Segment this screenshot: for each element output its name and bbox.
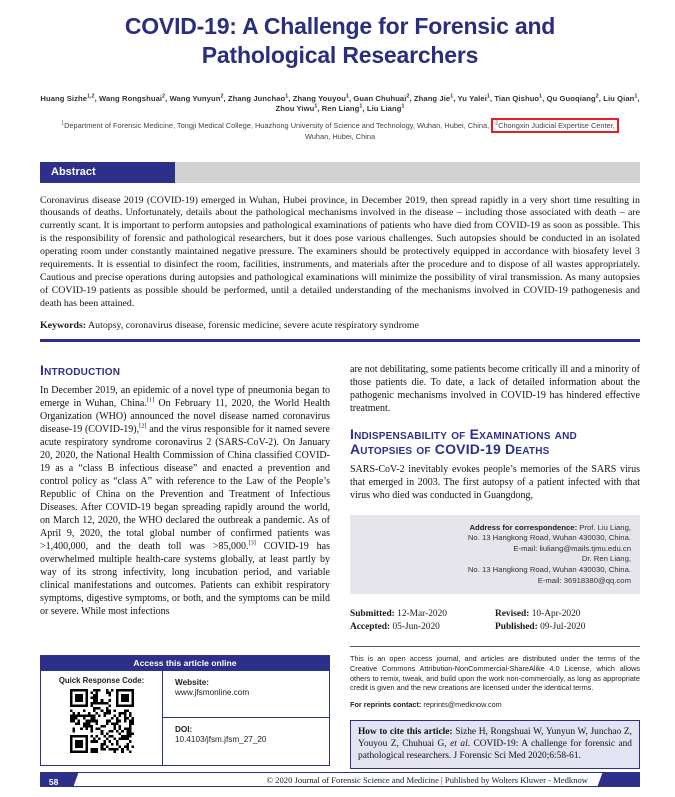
correspondence-line: Dr. Ren Liang, xyxy=(581,554,631,564)
reprints-label: For reprints contact: xyxy=(350,700,422,710)
continued-paragraph: are not debilitating, some patients become critically ill and a minority of those patients die. To date, a lack of detailed information about the pathogenic mechanisms involved in COVID-19 has hindered effective treatment. xyxy=(350,363,640,414)
author-affiliation-superscript: 1 xyxy=(539,92,543,99)
reference-citation: [3] xyxy=(248,539,256,547)
access-box-header: Access this article online xyxy=(41,656,329,671)
date-item: Submitted: 12-Mar-2020 xyxy=(350,609,447,620)
footer-band xyxy=(70,772,640,787)
reprints-email: reprints@medknow.com xyxy=(421,700,502,710)
abstract-header-label: Abstract xyxy=(40,162,175,183)
author-name: Zhou Yiwu$^1$, xyxy=(275,102,322,113)
doi-label: DOI: xyxy=(175,725,193,735)
website-url: www.jfsmonline.com xyxy=(175,687,250,697)
affiliation-1-text: Department of Forensic Medicine, Tongji Medical College, Huazhong University of Science and Technology, Wuhan, Hubei, China, xyxy=(64,120,490,130)
qr-code-icon xyxy=(70,689,134,753)
author-affiliation-superscript: 1,2 xyxy=(87,92,95,99)
footer-end-ribbon xyxy=(597,772,640,787)
doi-row xyxy=(163,718,329,765)
author-affiliation-superscript: 2 xyxy=(220,92,224,99)
open-access-license-text: This is an open access journal, and articles are distributed under the terms of the Creative Commons Attribution-NonCommercial-ShareAlike 4.0 License, which allows others to remix, tweak, and build upon the work non-commercially, as long as appropriate credit is given and the new creations are licensed under the identical terms. xyxy=(350,646,640,693)
how-to-cite-box: How to cite this article: Sizhe H, Rongshuai W, Yunyun W, Junchao Z, Youyou Z, Chuhuai G, et al. COVID-19: A challenge for forensic and pathological researchers. J Forensic Sci Med 2020;6:58-61. xyxy=(350,720,640,769)
abstract-text: Coronavirus disease 2019 (COVID-19) emerged in Wuhan, Hubei province, in December 2019, then spread rapidly in a very short time resulting in thousands of deaths. Unfortunately, details about the pathological mechanisms involved in the disease – including those associated with death – are currently scant. It is important to perform autopsies and pathological examinations of patients who have died from COVID-19 as soon as possible. This is the responsibility of forensic and pathological researchers, but it does pose various challenges. Such autopsies should be conducted in an isolated operating room under constantly maintained negative pressure. The examiners should be protectively equipped in accordance with biosafety level 3 requirements. It is essential to disinfect the room, facilities, instruments, and materials after the procedure and to dispose of all wastes appropriately. Cautious and precise operations during autopsies and pathological examinations will minimize the possibility of viral transmission. As many autopsies of COVID-19 patients as possible should be performed, until a detailed understanding of the mechanisms involved in COVID-19 pathogenesis and death has been attained. xyxy=(40,194,640,309)
date-item: Accepted: 05-Jun-2020 xyxy=(350,622,440,633)
author-affiliation-superscript: 1 xyxy=(486,92,490,99)
article-dates xyxy=(350,608,640,634)
author-name: Wang Rongshuai$^2$, xyxy=(99,92,170,103)
keywords xyxy=(40,320,640,331)
author-affiliation-superscript: 1 xyxy=(314,102,318,109)
author-affiliation-superscript: 2 xyxy=(595,92,599,99)
qr-code-label: Quick Response Code: xyxy=(58,675,145,685)
date-item: Revised: 10-Apr-2020 xyxy=(495,609,581,620)
author-name: Zhang Youyou$^1$, xyxy=(292,92,354,103)
author-name: Wang Yunyun$^2$, xyxy=(169,92,228,103)
reference-citation: [2] xyxy=(139,422,147,430)
correspondence-box xyxy=(350,515,640,595)
correspondence-name: Prof. Liu Liang, xyxy=(577,522,631,532)
author-name: Liu Qian$^1$, xyxy=(603,92,640,103)
date-item: Published: 09-Jul-2020 xyxy=(495,622,586,633)
author-name: Huang Sizhe$^{1,2}$, xyxy=(40,92,99,103)
page-number-block xyxy=(40,772,79,787)
website-label: Website: xyxy=(175,677,209,687)
website-row xyxy=(163,671,329,719)
author-name: Guan Chuhuai$^2$, xyxy=(353,92,414,103)
footer-copyright: © 2020 Journal of Forensic Science and Medicine | Published by Wolters Kluwer - Medknow xyxy=(266,775,588,785)
author-name: Zhang Jie$^1$, xyxy=(413,92,458,103)
author-affiliation-superscript: 1 xyxy=(634,92,638,99)
author-name: Tian Qishuo$^1$, xyxy=(494,92,547,103)
author-name: Yu Yalei$^1$, xyxy=(457,92,495,103)
author-affiliation-superscript: 2 xyxy=(406,92,410,99)
correspondence-label: Address for correspondence: xyxy=(469,522,578,532)
keywords-label: Keywords: xyxy=(40,319,87,331)
affiliation-2-superscript: 2 xyxy=(495,120,499,127)
article-title: COVID-19: A Challenge for Forensic and Pathological Researchers xyxy=(124,13,556,68)
authors-line-1 xyxy=(40,94,640,104)
indispensability-paragraph: SARS-CoV-2 inevitably evokes people’s memories of the SARS virus that emerged in 2003. The first autopsy of a patient infected with that virus who died was conducted in Guangdong, xyxy=(350,463,640,501)
page-number: 58 xyxy=(49,777,59,787)
correspondence-line: No. 13 Hangkong Road, Wuhan 430030, China. xyxy=(467,533,631,543)
author-affiliation-superscript: 1 xyxy=(401,102,405,109)
correspondence-line: E-mail: liuliang@mails.tjmu.edu.cn xyxy=(513,543,631,553)
qr-code xyxy=(45,689,158,758)
correspondence-line: E-mail: 36918380@qq.com xyxy=(537,575,631,585)
left-column xyxy=(40,363,330,766)
two-column-body xyxy=(40,363,640,766)
cite-label: How to cite this article: xyxy=(358,727,453,738)
affiliation-1-superscript: 1 xyxy=(61,120,65,127)
author-affiliation-superscript: 2 xyxy=(162,92,166,99)
section-divider-rule xyxy=(40,339,640,342)
correspondence-lines xyxy=(359,533,631,586)
right-column xyxy=(350,363,640,766)
red-annotation-box xyxy=(491,118,619,133)
page-footer xyxy=(40,772,640,787)
author-name: Liu Liang$^1$ xyxy=(366,102,405,113)
author-affiliation-superscript: 1 xyxy=(285,92,289,99)
author-name: Zhang Junchao$^1$, xyxy=(227,92,293,103)
qr-code-cell xyxy=(41,671,163,765)
affiliation-2-text: Chongxin Judicial Expertise Center, xyxy=(498,120,615,130)
author-name: Ren Liang$^1$, xyxy=(321,102,367,113)
reference-citation: [1] xyxy=(146,396,155,404)
author-name: Qu Guoqiang$^2$, xyxy=(546,92,604,103)
introduction-heading: Introduction xyxy=(40,361,121,378)
abstract-header-bar xyxy=(40,162,640,183)
introduction-paragraph: In December 2019, an epidemic of a novel type of pneumonia began to emerge in Wuhan, China.[1] On February 11, 2020, the World Health Organization (WHO) announced the novel disease named coronavirus disease-19 (COVID-19),[2] and the virus responsible for it named severe acute respiratory syndrome coronavirus 2 (SARS-CoV-2). On January 20, 2020, the National Health Commission of China classified COVID-19 as a “class B infectious disease” and enacted a prevention and control policy as “class A” with reference to the Law of the People’s Republic of China on the Prevention and Treatment of Infectious Diseases. After COVID-19 began spreading rapidly around the world, on March 12, 2020, the WHO declared the outbreak a pandemic. As of April 9, 2020, the total global number of confirmed patients was >1,400,000, and the death toll was >85,000.[3] COVID-19 has overwhelmed multiple health-care systems globally, at least partly by way of its strong infectivity, long incubation period, and variable clinical manifestations and outcomes. Patients can exhibit respiratory symptoms, digestive symptoms, or both, and the symptoms can be mild or severe. While most infections xyxy=(40,384,330,617)
correspondence-line: No. 13 Hangkong Road, Wuhan 430030, China. xyxy=(467,565,631,575)
indispensability-heading: Indispensability of Examinations and Autopsies of COVID-19 Deaths xyxy=(350,425,577,457)
doi-value: 10.4103/jfsm.jfsm_27_20 xyxy=(175,735,267,745)
author-affiliation-superscript: 1 xyxy=(359,102,363,109)
authors-line-2 xyxy=(40,104,640,114)
keywords-text: Autopsy, coronavirus disease, forensic medicine, severe acute respiratory syndrome xyxy=(86,319,419,331)
affiliations xyxy=(40,120,640,142)
access-article-online-box xyxy=(40,655,330,766)
author-affiliation-superscript: 1 xyxy=(450,92,454,99)
author-affiliation-superscript: 1 xyxy=(345,92,349,99)
reprints-contact xyxy=(350,700,640,709)
affiliation-2-location: Wuhan, Hubei, China xyxy=(304,131,376,141)
